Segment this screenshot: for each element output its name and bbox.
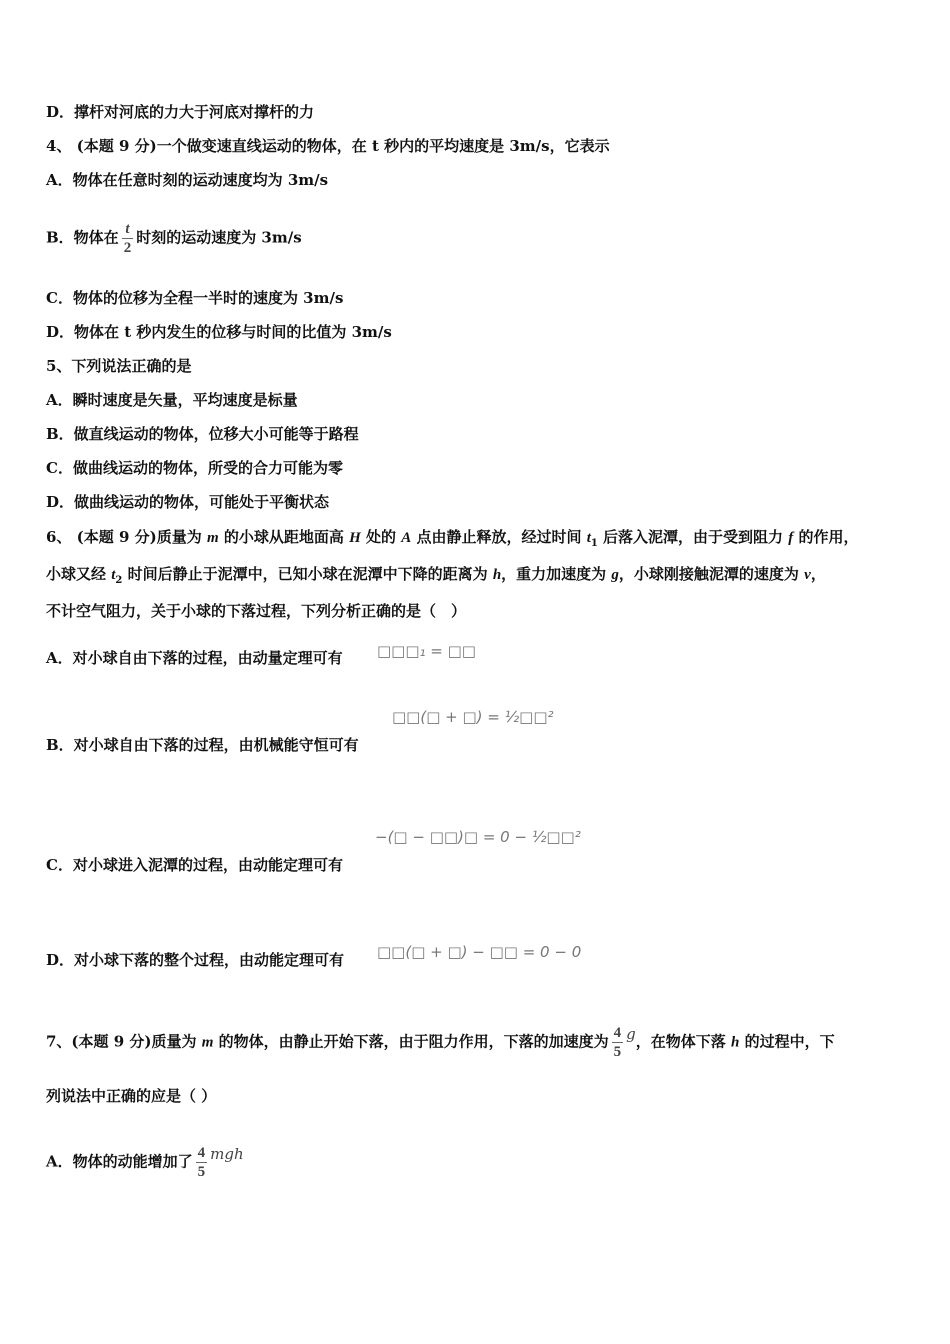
q6-text: ， [810, 565, 826, 583]
q6-option-d-formula: □□(□ + □) − □□ = 0 − 0 [377, 943, 582, 961]
q6-text: ，小球刚接触泥潭的速度为 [618, 565, 805, 583]
q6-option-d: D．对小球下落的整个过程，由动能定理可有 [46, 951, 345, 969]
q6-stem-line-3: 不计空气阻力，关于小球的下落过程，下列分析正确的是（ ） [46, 602, 467, 620]
fraction-numerator: 4 [613, 1025, 622, 1041]
q6-option-a-formula: □□□₁ = □□ [377, 642, 476, 660]
q5-option-c: C．做曲线运动的物体，所受的合力可能为零 [46, 459, 343, 477]
q6-option-c: C．对小球进入泥潭的过程，由动能定理可有 [46, 856, 343, 874]
q7-text: 的过程中，下 [739, 1032, 835, 1051]
var-v: v [804, 567, 811, 583]
q6-text: 点由静止释放，经过时间 [411, 528, 587, 546]
var-m: m [206, 530, 219, 546]
var-h: h [492, 567, 502, 583]
fraction-numerator: t [125, 221, 130, 237]
q7-option-a-pre: A．物体的动能增加了 [46, 1152, 193, 1171]
q3-option-d-text: 撑杆对河底的力大于河底对撑杆的力 [74, 103, 315, 121]
fraction-denominator: 2 [123, 240, 132, 256]
fraction-numerator: 4 [197, 1145, 206, 1161]
q6-text: 的作用， [793, 528, 859, 546]
q4-option-b-post: 时刻的运动速度为 3m/s [136, 228, 302, 247]
fraction-denominator: 5 [197, 1164, 206, 1180]
q4-option-d: D．物体在 t 秒内发生的位移与时间的比值为 3m/s [46, 323, 392, 341]
var-m: m [201, 1034, 214, 1051]
var-A: A [401, 530, 412, 546]
q4-option-b-fraction [122, 220, 134, 257]
q7-acceleration-fraction [612, 1024, 624, 1061]
q7-text: 7、(本题 9 分)质量为 [46, 1032, 202, 1051]
var-h: h [731, 1034, 740, 1051]
q3-option-d [46, 102, 314, 122]
q5-option-d: D．做曲线运动的物体，可能处于平衡状态 [46, 493, 330, 511]
q5-stem: 5、下列说法正确的是 [46, 357, 192, 375]
q6-text: 小球又经 [46, 565, 112, 583]
q7-option-a-fraction [196, 1144, 208, 1181]
var-g: g [611, 567, 619, 583]
q6-text: 时间后静止于泥潭中，已知小球在泥潭中下降的距离为 [122, 565, 493, 583]
var-f: f [788, 530, 794, 546]
q4-option-c: C．物体的位移为全程一半时的速度为 3m/s [46, 289, 344, 307]
q7-stem-line-1 [46, 1024, 835, 1061]
q6-text: 后落入泥潭，由于受到阻力 [597, 528, 789, 546]
q6-stem-line-1 [46, 527, 859, 554]
q4-stem: 4、 (本题 9 分)一个做变速直线运动的物体，在 t 秒内的平均速度是 3m/s，它表示 [46, 137, 610, 155]
q6-option-a: A．对小球自由下落的过程，由动量定理可有 [46, 649, 343, 667]
q6-option-b-formula: □□(□ + □) = ½□□² [392, 708, 554, 726]
q3-option-d-label: D． [46, 103, 75, 121]
q6-text: ，重力加速度为 [501, 565, 612, 583]
q6-option-b: B．对小球自由下落的过程，由机械能守恒可有 [46, 736, 359, 754]
var-H: H [349, 530, 361, 546]
q7-option-a-mgh: mgh [210, 1144, 244, 1163]
fraction-denominator: 5 [613, 1044, 622, 1060]
q7-text: 的物体，由静止开始下落，由于阻力作用，下落的加速度为 [213, 1032, 609, 1051]
q6-option-c-formula: −(□ − □□)□ = 0 − ½□□² [375, 828, 581, 846]
q6-text: 处的 [360, 528, 402, 546]
q5-option-b: B．做直线运动的物体，位移大小可能等于路程 [46, 425, 359, 443]
q6-text: 的小球从距地面高 [218, 528, 350, 546]
subscript-2: 2 [115, 575, 123, 586]
q4-option-a: A．物体在任意时刻的运动速度均为 3m/s [46, 171, 329, 189]
q4-option-b [46, 220, 302, 257]
q6-text: 6、 (本题 9 分)质量为 [46, 528, 207, 546]
subscript-1: 1 [590, 538, 598, 549]
var-t1: t [586, 530, 591, 546]
q6-stem-line-2 [46, 564, 826, 591]
q7-option-a [46, 1144, 244, 1181]
var-t2: t [111, 567, 116, 583]
q4-option-b-pre: B．物体在 [46, 228, 119, 247]
q7-stem-line-2: 列说法中正确的应是（ ） [46, 1087, 217, 1105]
var-g: g [626, 1024, 636, 1043]
q7-text: ，在物体下落 [635, 1032, 731, 1051]
q5-option-a: A．瞬时速度是矢量，平均速度是标量 [46, 391, 298, 409]
